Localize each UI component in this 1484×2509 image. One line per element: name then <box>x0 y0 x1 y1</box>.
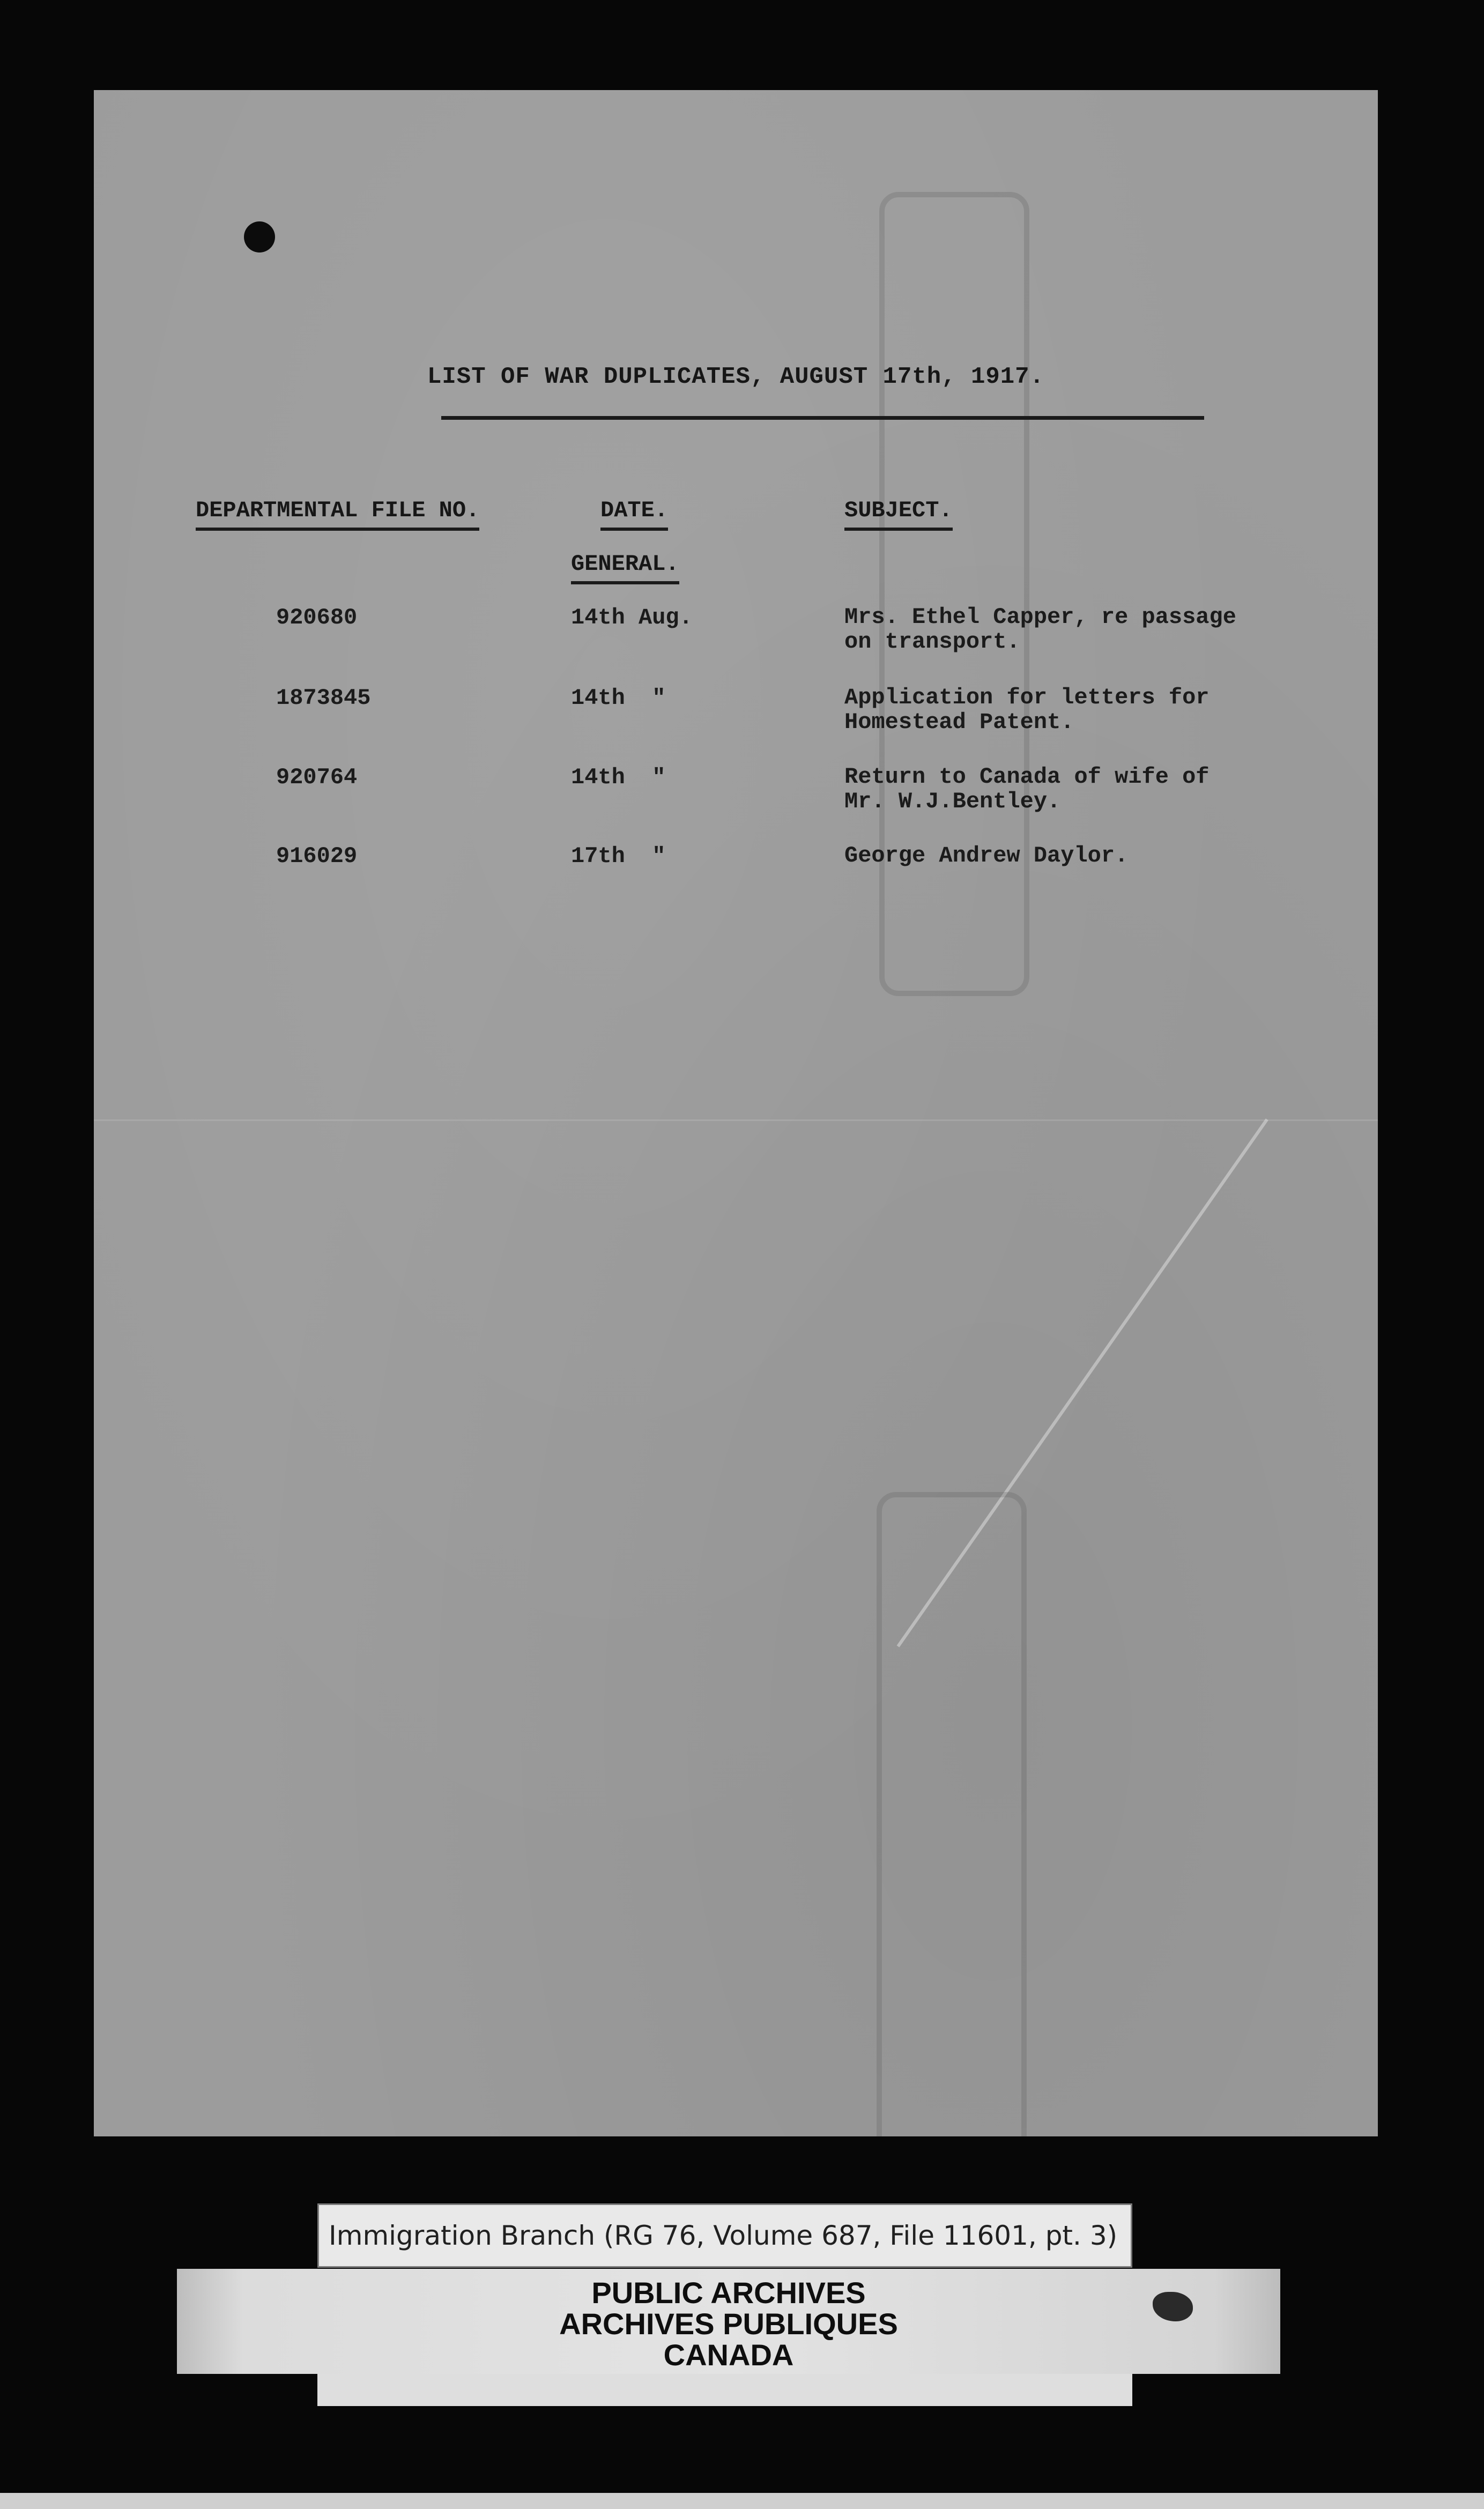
faded-stamp-upper <box>879 192 1029 996</box>
row-subject: Return to Canada of wife of Mr. W.J.Bentley. <box>844 764 1210 814</box>
header-file-no: DEPARTMENTAL FILE NO. <box>196 498 479 523</box>
punch-hole <box>244 221 275 253</box>
document-page <box>94 90 1378 2136</box>
faded-stamp-lower <box>877 1492 1027 2136</box>
row-subject: Application for letters for Homestead Patent. <box>844 685 1210 735</box>
row-date: 14th Aug. <box>571 605 693 630</box>
row-file-no: 1873845 <box>276 685 371 711</box>
film-edge-strip <box>0 2493 1484 2509</box>
row-subject: Mrs. Ethel Capper, re passage on transport. <box>844 604 1236 655</box>
archive-label-edge <box>317 2374 1132 2406</box>
fold-line <box>94 1119 1378 1121</box>
row-date: 14th " <box>571 764 666 790</box>
header-date: DATE. <box>600 498 668 523</box>
section-general: GENERAL. <box>571 551 679 577</box>
archive-reference-label <box>317 2203 1132 2268</box>
archive-reference-text: Immigration Branch (RG 76, Volume 687, File 11601, pt. 3) <box>329 2220 1118 2251</box>
row-date: 14th " <box>571 685 666 711</box>
row-subject: George Andrew Daylor. <box>844 843 1129 868</box>
row-date: 17th " <box>571 843 666 869</box>
archive-label-line-1: PUBLIC ARCHIVES <box>591 2276 866 2310</box>
row-file-no: 916029 <box>276 843 358 869</box>
row-file-no: 920764 <box>276 764 358 790</box>
title-underline <box>441 416 1204 420</box>
archive-label-line-3: CANADA <box>663 2338 794 2372</box>
header-subject: SUBJECT. <box>844 498 953 523</box>
document-title: LIST OF WAR DUPLICATES, AUGUST 17th, 1917. <box>427 363 1044 390</box>
archive-label-line-2: ARCHIVES PUBLIQUES <box>559 2307 898 2341</box>
row-file-no: 920680 <box>276 605 358 630</box>
